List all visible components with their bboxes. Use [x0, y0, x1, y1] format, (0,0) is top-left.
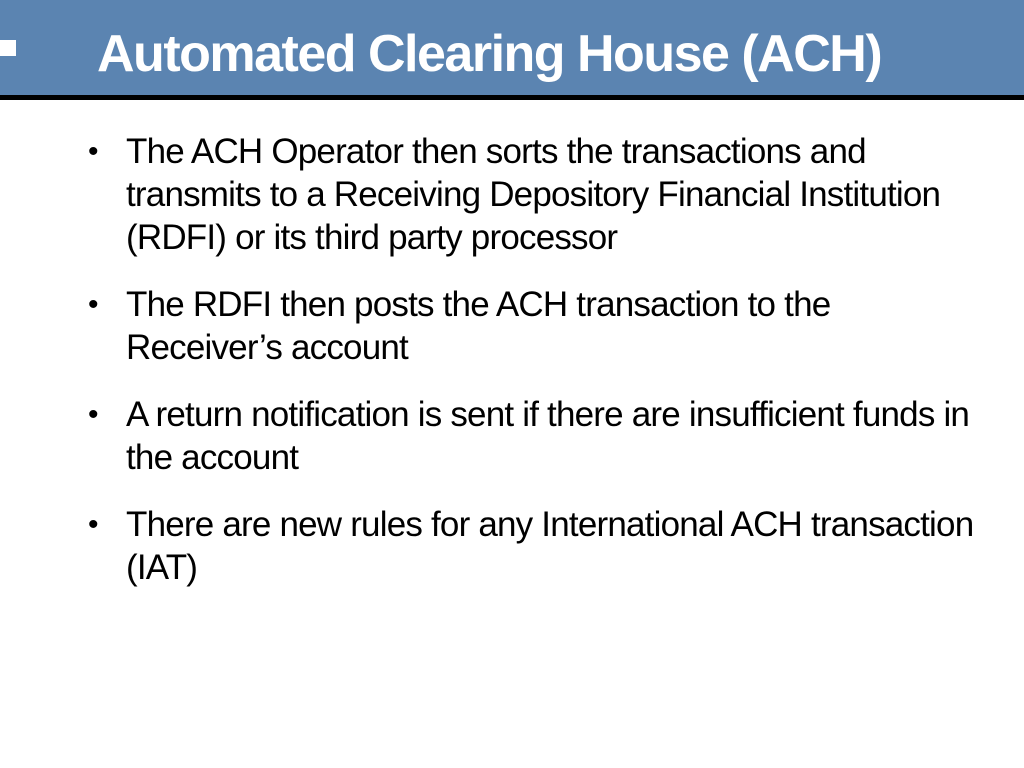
bullet-text: The RDFI then posts the ACH transaction to the Receiver’s account	[126, 285, 831, 367]
slide-title: Automated Clearing House (ACH)	[97, 25, 882, 83]
bullet-dot-icon: •	[88, 398, 98, 431]
bullet-text: The ACH Operator then sorts the transactions and transmits to a Receiving Depository Financial Institution (RDFI) or its third party processor	[126, 132, 941, 257]
title-bar	[0, 0, 1024, 100]
bullet-dot-icon: •	[88, 508, 98, 541]
bullet-text: A return notification is sent if there are insufficient funds in the account	[126, 395, 970, 477]
bullet-item	[88, 283, 978, 369]
title-square-marker-icon	[0, 40, 16, 56]
bullet-dot-icon: •	[88, 135, 98, 168]
bullet-dot-icon: •	[88, 288, 98, 321]
bullet-item	[88, 503, 978, 589]
bullet-item	[88, 130, 978, 259]
bullet-item	[88, 393, 978, 479]
bullet-text: There are new rules for any International ACH transaction (IAT)	[126, 505, 974, 587]
bullet-list	[88, 130, 978, 613]
